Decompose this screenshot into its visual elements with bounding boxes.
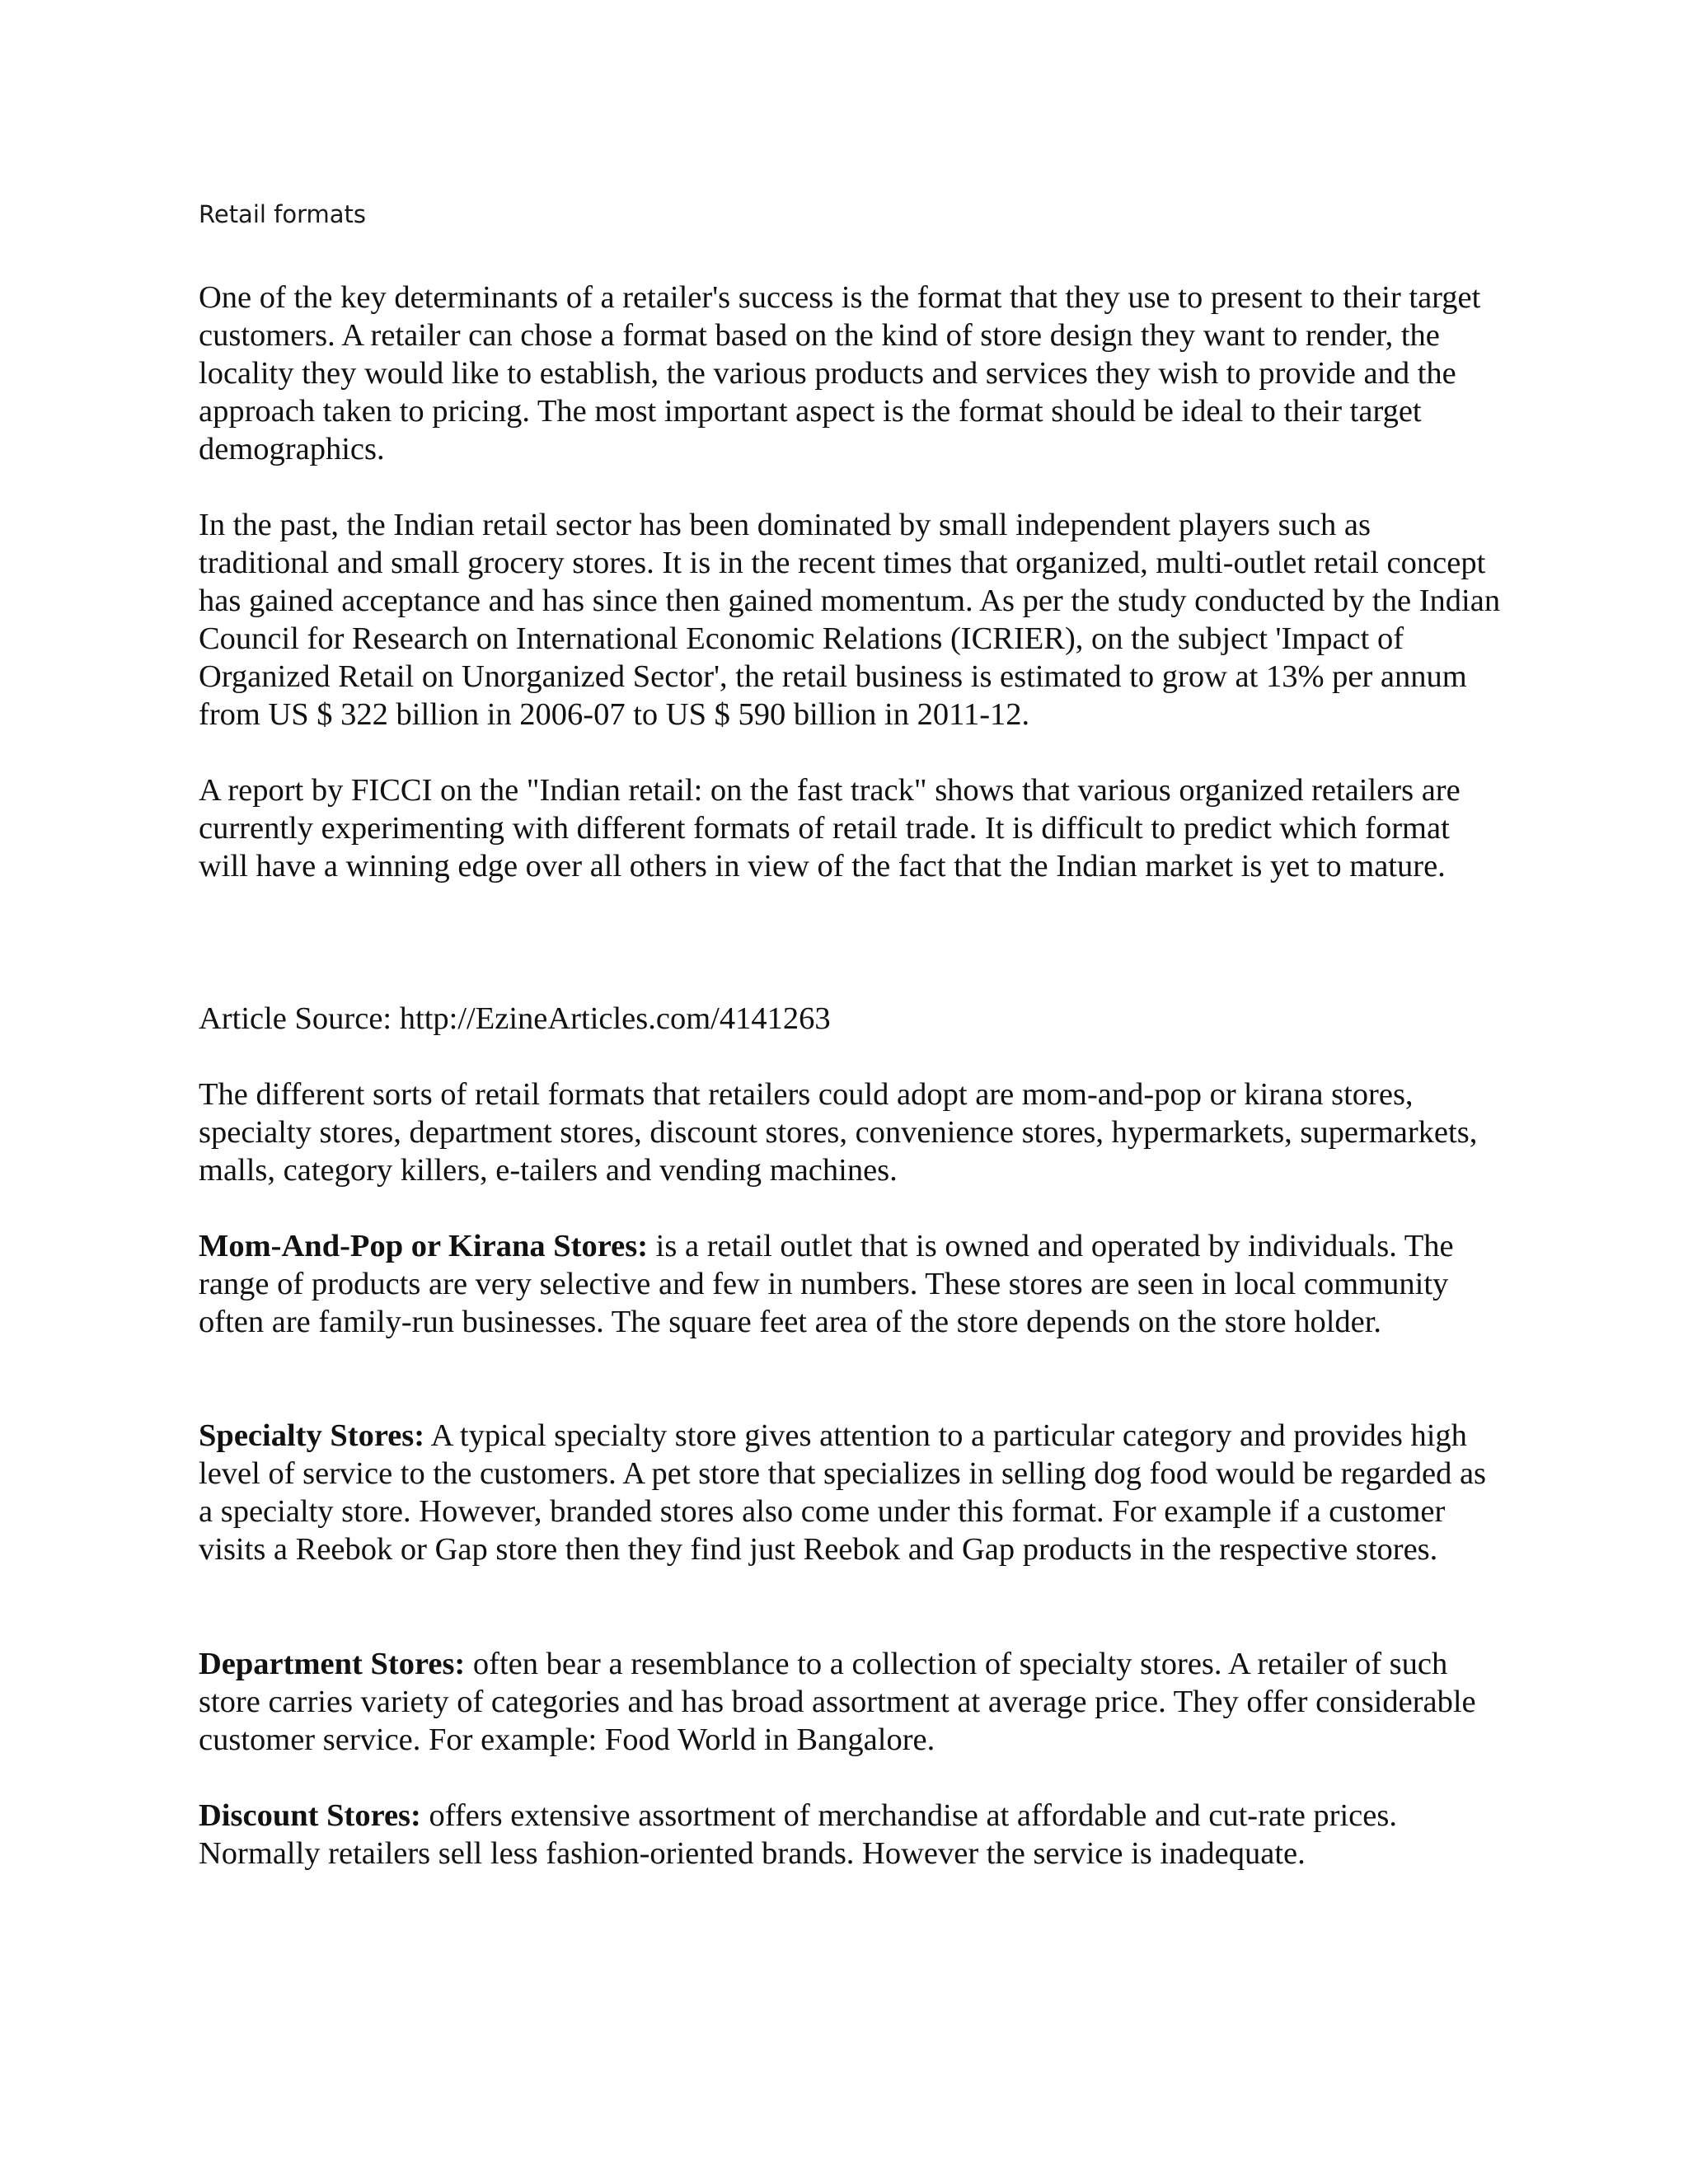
intro-paragraph: One of the key determinants of a retailer's success is the format that they use to present to their target customers. A retailer can chose a format based on the kind of store design they want to render, the locality they would like to establish, the various products and services they wish to provide and the approach taken to pricing. The most important aspect is the format should be ideal to their target demographics. xyxy=(199,280,1481,466)
definition-term: Discount Stores: xyxy=(199,1798,421,1833)
definition-discount-stores xyxy=(199,1797,1505,1872)
document-title: Retail formats xyxy=(199,200,367,228)
definition-department-stores xyxy=(199,1645,1505,1759)
definition-mom-and-pop xyxy=(199,1227,1505,1341)
definition-specialty-stores xyxy=(199,1417,1505,1568)
definition-text: is a retail outlet that is owned and operated by individuals. The range of products are very selective and few in numbers. These stores are seen in local community often are family-run businesses. The square feet area of the store depends on the store holder. xyxy=(199,1229,1454,1339)
definition-text: A typical specialty store gives attention to a particular category and provides high level of service to the customers. A pet store that specializes in selling dog food would be regarded as a specialty store. However, branded stores also come under this format. For example if a customer visits a Reebok or Gap store then they find just Reebok and Gap products in the respective stores. xyxy=(199,1418,1487,1567)
ficci-report-paragraph: A report by FICCI on the "Indian retail: on the fast track" shows that various organized retailers are currently experimenting with different formats of retail trade. It is difficult to predict which format will have a winning edge over all others in view of the fact that the Indian market is yet to mature. xyxy=(199,773,1461,883)
definition-term: Specialty Stores: xyxy=(199,1418,425,1453)
definition-text: often bear a resemblance to a collection of specialty stores. A retailer of such store carries variety of categories and has broad assortment at average price. They offer considerable customer service. For example: Food World in Bangalore. xyxy=(199,1647,1476,1757)
formats-list-paragraph: The different sorts of retail formats that retailers could adopt are mom-and-pop or kirana stores, specialty stores, department stores, discount stores, convenience stores, hypermarkets, supermarkets, malls, category killers, e-tailers and vending machines. xyxy=(199,1077,1478,1188)
definition-term: Department Stores: xyxy=(199,1647,466,1681)
history-paragraph: In the past, the Indian retail sector has been dominated by small independent players such as traditional and small grocery stores. It is in the recent times that organized, multi-outlet retail concept has gained acceptance and has since then gained momentum. As per the study conducted by the Indian Council for Research on International Economic Relations (ICRIER), on the subject 'Impact of Organized Retail on Unorganized Sector', the retail business is estimated to grow at 13% per annum from US $ 322 billion in 2006-07 to US $ 590 billion in 2011-12. xyxy=(199,508,1501,732)
definition-term: Mom-And-Pop or Kirana Stores: xyxy=(199,1229,649,1263)
definition-text: offers extensive assortment of merchandise at affordable and cut-rate prices. Normally retailers sell less fashion-oriented brands. However the service is inadequate. xyxy=(199,1798,1397,1871)
article-source-line: Article Source: http://EzineArticles.com/4141263 xyxy=(199,1001,831,1036)
